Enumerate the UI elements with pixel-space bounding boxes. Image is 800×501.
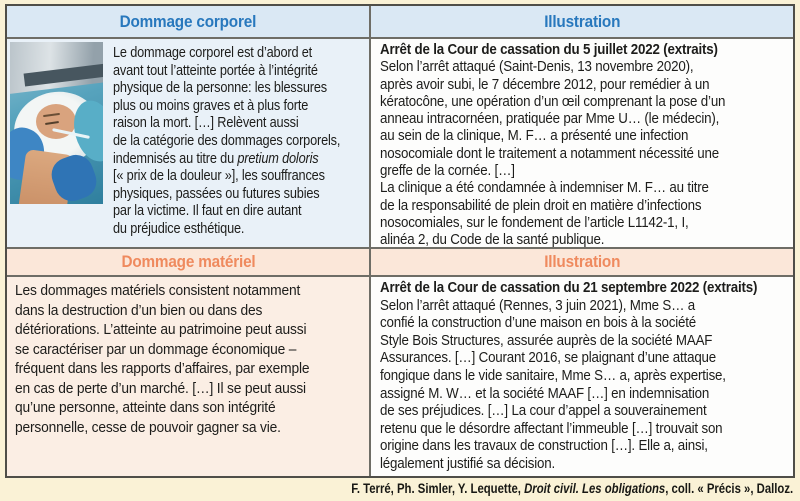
damages-table <box>5 4 795 478</box>
illustration-header-label-1: Illustration <box>543 11 621 31</box>
corporel-header-label: Dommage corporel <box>119 11 257 31</box>
corporel-definition-text: Le dommage corporel est d’abord et avant tout l’atteinte portée à l’intégrité physique de la personne: les blessures plus ou moins graves et à plus forte raison la mort. […] Relèvent aussi de la catégorie des dommages corporels, indemnisés au titre du pretium doloris [« prix de la douleur »], les souffrances physiques, passées ou futures subies par la victime. Il faut en dire autant du préjudice esthétique. <box>113 44 341 237</box>
source-citation: F. Terré, Ph. Simler, Y. Lequette, Droit civil. Les obligations, coll. « Précis », Dalloz. <box>351 481 793 496</box>
materiel-header-cell <box>7 249 369 275</box>
illustration-header-cell-1 <box>371 6 793 37</box>
materiel-case-cell <box>371 277 793 476</box>
materiel-definition-cell <box>7 277 369 476</box>
eye-surgery-photo <box>10 42 103 204</box>
materiel-definition-text: Les dommages matériels consistent notamment dans la destruction d’un bien ou dans des détériorations. L’atteinte au patrimoine peut aussi se caractériser par un dommage économique – fréquent dans les rapports d’affaires, par exemple en cas de perte d’un marché. […] Il se peut aussi qu’une personne, atteinte dans son intégrité personnelle, cesse de pouvoir gagner sa vie. <box>15 282 310 436</box>
corporel-definition-cell <box>7 39 369 247</box>
materiel-header-label: Dommage matériel <box>120 252 256 271</box>
illustration-header-cell-2 <box>371 249 793 275</box>
corporel-header-cell <box>7 6 369 37</box>
corporel-case-cell <box>371 39 793 247</box>
materiel-case-text: Arrêt de la Cour de cassation du 21 septembre 2022 (extraits) Selon l’arrêt attaqué (Rennes, 3 juin 2021), Mme S… a confié la construction d’une maison en bois à la société Style Bois Structures, assurée auprès de la société MAAF Assurances. […] Courant 2016, se plaignant d’une attaque fongique dans le vide sanitaire, Mme S… a, après expertise, assigné M. W… et la société MAAF […] en indemnisation de ses préjudices. […] La cour d’appel a souverainement retenu que le désordre affectant l’immeuble […] trouvait son origine dans les travaux de construction […]. Elle a, ainsi, légalement justifié sa décision. <box>380 280 758 472</box>
corporel-case-text: Arrêt de la Cour de cassation du 5 juillet 2022 (extraits) Selon l’arrêt attaqué (Saint-Denis, 13 novembre 2020), après avoir subi, le 7 décembre 2012, pour remédier à un kératocône, une opération d’un œil comprenant la pose d’un anneau intracornéen, pratiquée par Mme U… (le médecin), au sein de la clinique, M. F… a présenté une infection nosocomiale dont le traitement a notamment nécessité une greffe de la cornée. […] La clinique a été condamnée à indemniser M. F… au titre de la responsabilité de plein droit en matière d’infections nosocomiales, sur le fondement de l’article L1142-1, I, alinéa 2, du Code de la santé publique. <box>380 42 726 247</box>
illustration-header-label-2: Illustration <box>543 252 621 271</box>
